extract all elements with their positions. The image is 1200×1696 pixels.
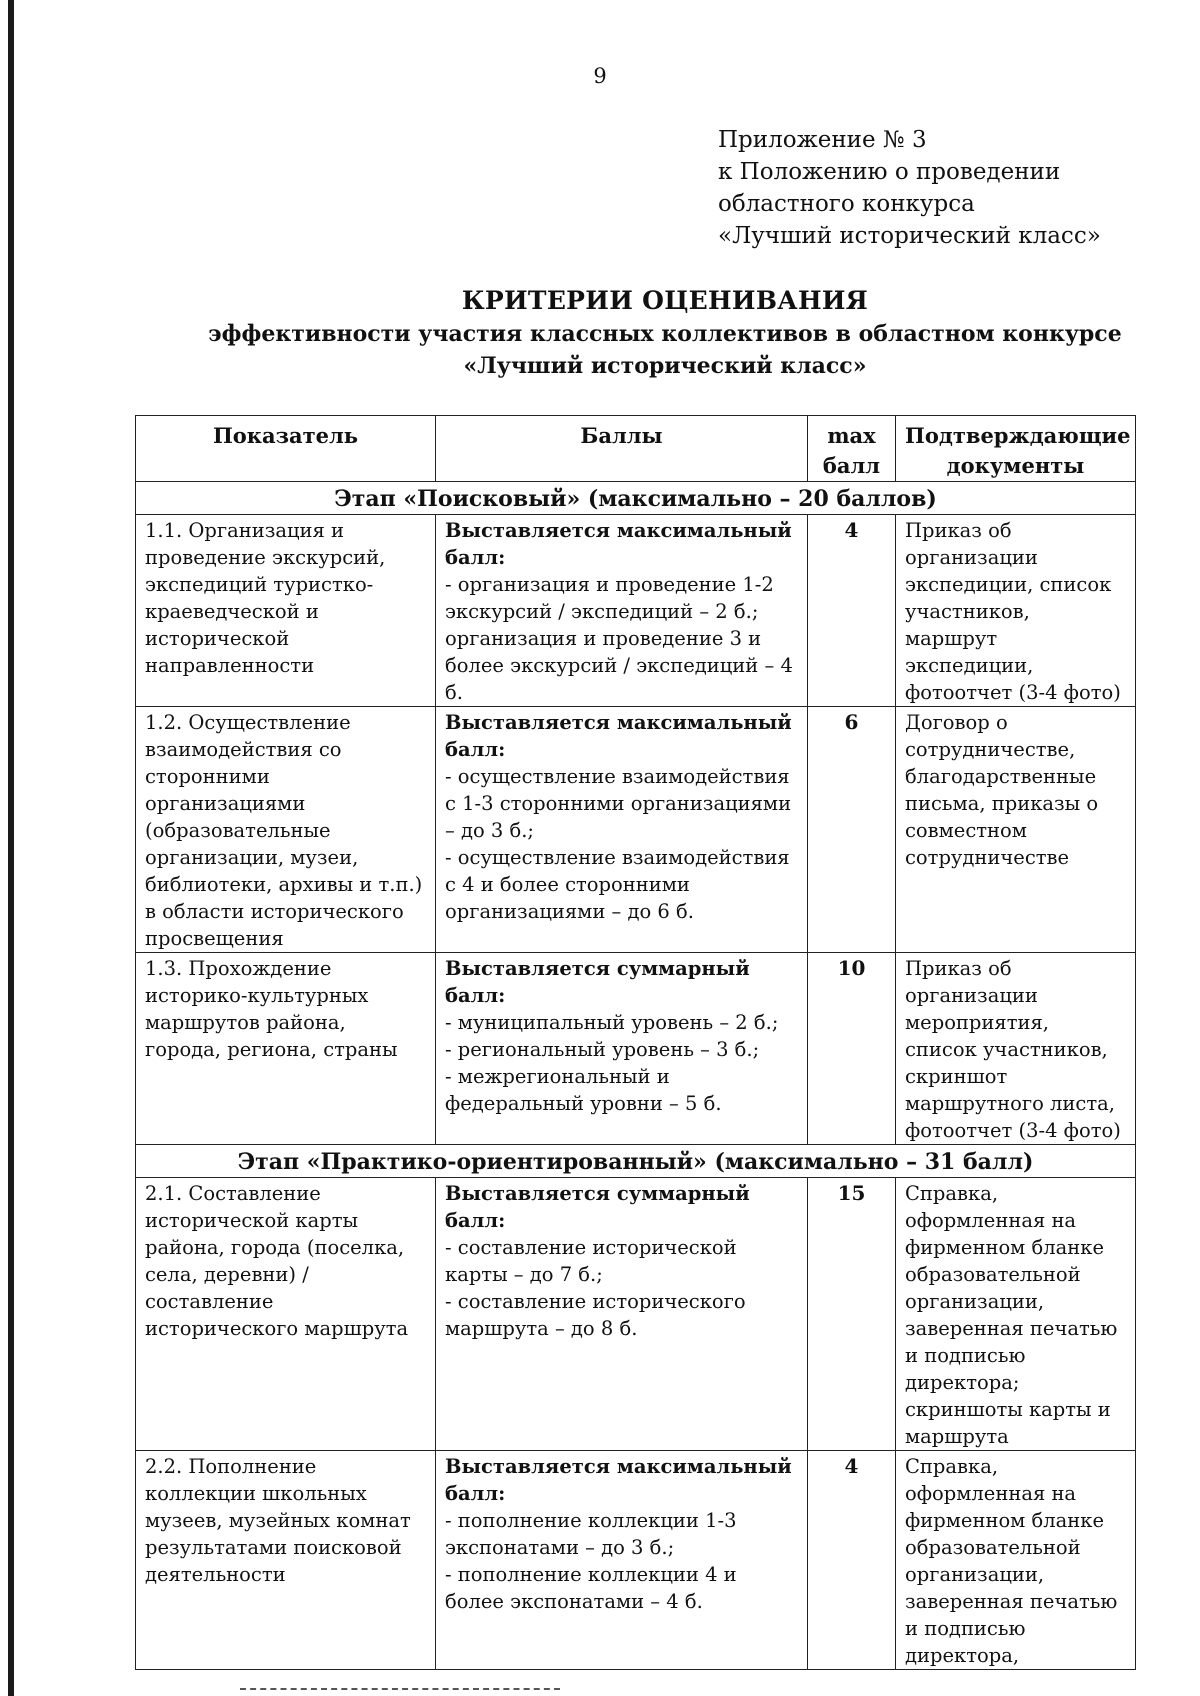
appendix-note xyxy=(718,124,1101,252)
points-item: - региональный уровень – 3 б.; xyxy=(445,1038,760,1061)
indicator-cell: 2.2. Пополнение коллекции школьных музеев, музейных комнат результатами поисковой деятельности xyxy=(136,1451,436,1670)
document-subtitle: «Лучший исторический класс» xyxy=(463,353,867,379)
table-row xyxy=(136,707,1136,953)
points-cell xyxy=(436,707,808,953)
points-item: - составление исторического маршрута – до 8 б. xyxy=(445,1290,746,1340)
points-lead: Выставляется максимальный балл: xyxy=(445,1455,792,1505)
points-item: организация и проведение 3 и более экскурсий / экспедиций – 4 б. xyxy=(445,627,793,704)
points-item: - муниципальный уровень – 2 б.; xyxy=(445,1011,779,1034)
indicator-cell: 1.3. Прохождение историко-культурных маршрутов района, города, региона, страны xyxy=(136,953,436,1145)
docs-cell: Приказ об организации мероприятия, список участников, скриншот маршрутного листа, фотоотчет (3-4 фото) xyxy=(896,953,1136,1145)
header-max-line: балл xyxy=(822,453,881,478)
table-header-row xyxy=(136,416,1136,482)
stage-title: Этап «Практико-ориентированный» (максимально – 31 балл) xyxy=(136,1145,1136,1178)
points-lead: Выставляется максимальный балл: xyxy=(445,519,792,569)
docs-cell: Приказ об организации экспедиции, список участников, маршрут экспедиции, фотоотчет (3-4 фото) xyxy=(896,515,1136,707)
table-row xyxy=(136,1178,1136,1451)
header-docs: Подтверждающие документы xyxy=(896,416,1136,482)
appendix-line: к Положению о проведении xyxy=(718,159,1061,185)
header-max xyxy=(808,416,896,482)
points-item: - пополнение коллекции 4 и более экспонатами – 4 б. xyxy=(445,1563,737,1613)
document-title: КРИТЕРИИ ОЦЕНИВАНИЯ xyxy=(461,286,869,315)
document-heading xyxy=(0,284,1200,382)
criteria-table xyxy=(135,415,1136,1670)
scan-edge-shadow xyxy=(8,0,14,1696)
points-item: - организация и проведение 1-2 экскурсий / экспедиций – 2 б.; xyxy=(445,573,774,623)
document-subtitle: эффективности участия классных коллективов в областном конкурсе xyxy=(208,321,1122,347)
docs-cell: Договор о сотрудничестве, благодарственные письма, приказы о совместном сотрудничестве xyxy=(896,707,1136,953)
points-cell xyxy=(436,515,808,707)
stage-row xyxy=(136,1145,1136,1178)
table-row xyxy=(136,1451,1136,1670)
appendix-line: областного конкурса xyxy=(718,191,975,217)
max-score-cell: 6 xyxy=(808,707,896,953)
header-points: Баллы xyxy=(436,416,808,482)
points-item: - осуществление взаимодействия с 4 и более сторонними организациями – до 6 б. xyxy=(445,846,790,923)
points-cell xyxy=(436,1178,808,1451)
docs-cell: Справка, оформленная на фирменном бланке образовательной организации, заверенная печатью и подписью директора, xyxy=(896,1451,1136,1670)
appendix-line: «Лучший исторический класс» xyxy=(718,223,1101,249)
table-row xyxy=(136,953,1136,1145)
points-lead: Выставляется максимальный балл: xyxy=(445,711,792,761)
scan-artifact-line xyxy=(240,1688,560,1692)
indicator-cell: 1.2. Осуществление взаимодействия со сторонними организациями (образовательные организации, музеи, библиотеки, архивы и т.п.) в области исторического просвещения xyxy=(136,707,436,953)
points-item: - пополнение коллекции 1-3 экспонатами – до 3 б.; xyxy=(445,1509,737,1559)
points-cell xyxy=(436,953,808,1145)
docs-cell: Справка, оформленная на фирменном бланке образовательной организации, заверенная печатью и подписью директора; скриншоты карты и маршрута xyxy=(896,1178,1136,1451)
indicator-cell: 1.1. Организация и проведение экскурсий, экспедиций туристко-краеведческой и исторической направленности xyxy=(136,515,436,707)
points-lead: Выставляется суммарный балл: xyxy=(445,1182,750,1232)
max-score-cell: 15 xyxy=(808,1178,896,1451)
header-indicator: Показатель xyxy=(136,416,436,482)
table-row xyxy=(136,515,1136,707)
points-item: - межрегиональный и федеральный уровни – 5 б. xyxy=(445,1065,722,1115)
points-cell xyxy=(436,1451,808,1670)
indicator-cell: 2.1. Составление исторической карты района, города (поселка, села, деревни) / составление исторического маршрута xyxy=(136,1178,436,1451)
max-score-cell: 4 xyxy=(808,1451,896,1670)
points-lead: Выставляется суммарный балл: xyxy=(445,957,750,1007)
max-score-cell: 10 xyxy=(808,953,896,1145)
appendix-line: Приложение № 3 xyxy=(718,127,927,153)
max-score-cell: 4 xyxy=(808,515,896,707)
header-max-line: max xyxy=(827,423,876,448)
page-number: 9 xyxy=(593,64,607,88)
stage-title: Этап «Поисковый» (максимально – 20 баллов) xyxy=(136,482,1136,515)
points-item: - осуществление взаимодействия с 1-3 сторонними организациями – до 3 б.; xyxy=(445,765,792,842)
points-item: - составление исторической карты – до 7 б.; xyxy=(445,1236,737,1286)
stage-row xyxy=(136,482,1136,515)
